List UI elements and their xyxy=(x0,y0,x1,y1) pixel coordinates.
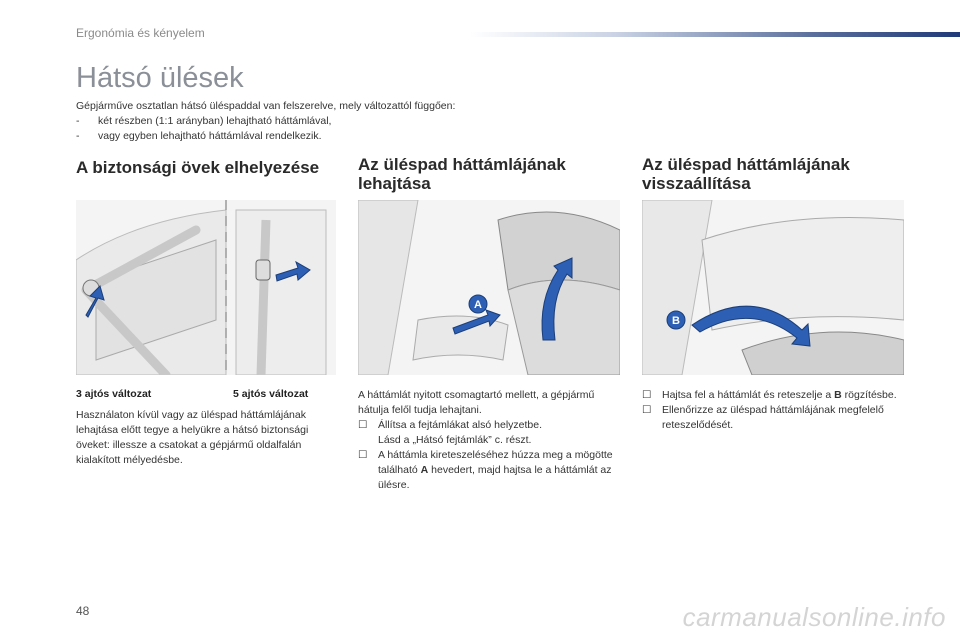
seatbelt-illustration xyxy=(76,200,336,375)
caption-3-door: 3 ajtós változat xyxy=(76,388,152,400)
intro-bullet: - vagy egyben lehajtható háttámlával rendelkezik. xyxy=(76,130,322,142)
col2-intro: A háttámlát nyitott csomagtartó mellett, a gépjármű hátulja felől tudja lehajtani. xyxy=(358,389,595,416)
col1-title: A biztonsági övek elhelyezése xyxy=(76,158,320,177)
intro-bullet: - két részben (1:1 arányban) lehajtható háttámlával, xyxy=(76,115,332,127)
intro-line: Gépjárműve osztatlan hátsó üléspaddal van felszerelve, mely változattól függően: xyxy=(76,100,456,112)
caption-5-door: 5 ajtós változat xyxy=(233,388,309,400)
checkbox-marker-icon: ☐ xyxy=(358,449,368,461)
col2-step-1: ☐ Állítsa a fejtámlákat alsó helyzetbe. Lásd a „Hátsó fejtámlák” c. részt. xyxy=(358,419,543,446)
seatbelt-figure xyxy=(76,200,336,375)
intro xyxy=(76,99,455,144)
col3-title: Az üléspad háttámlájának visszaállítása xyxy=(642,155,850,193)
label-b: B xyxy=(672,315,680,327)
col3-body xyxy=(642,388,904,433)
label-a: A xyxy=(474,299,482,311)
col2-title: Az üléspad háttámlájának lehajtása xyxy=(358,155,566,193)
page-number: 48 xyxy=(76,604,90,618)
col1-text: Használaton kívül vagy az üléspad háttámlájának lehajtása előtt tegye a helyükre a hátsó biztonsági öveket: illessze a csatokat a gépjármű oldalfalán kialakított mélyedésbe. xyxy=(76,409,309,466)
section-header: Ergonómia és kényelem xyxy=(76,26,205,40)
fold-figure xyxy=(358,200,620,375)
raise-figure xyxy=(642,200,904,375)
page-title: Hátsó ülések xyxy=(76,62,244,94)
header-bar xyxy=(470,32,960,37)
checkbox-marker-icon: ☐ xyxy=(642,389,652,401)
col3-step-1: ☐ Hajtsa fel a háttámlát és reteszelje a B rögzítésbe. xyxy=(642,389,897,401)
watermark: carmanualsonline.info xyxy=(682,602,946,632)
col2-body xyxy=(358,388,620,493)
col3-step-2: ☐ Ellenőrizze az üléspad háttámlájának megfelelő reteszelődését. xyxy=(642,404,884,431)
checkbox-marker-icon: ☐ xyxy=(642,404,652,416)
col2-step-2: ☐ A háttámla kireteszeléséhez húzza meg a mögötte található A hevedert, majd hajtsa le a háttámlát az ülésre. xyxy=(358,449,613,491)
checkbox-marker-icon: ☐ xyxy=(358,419,368,431)
